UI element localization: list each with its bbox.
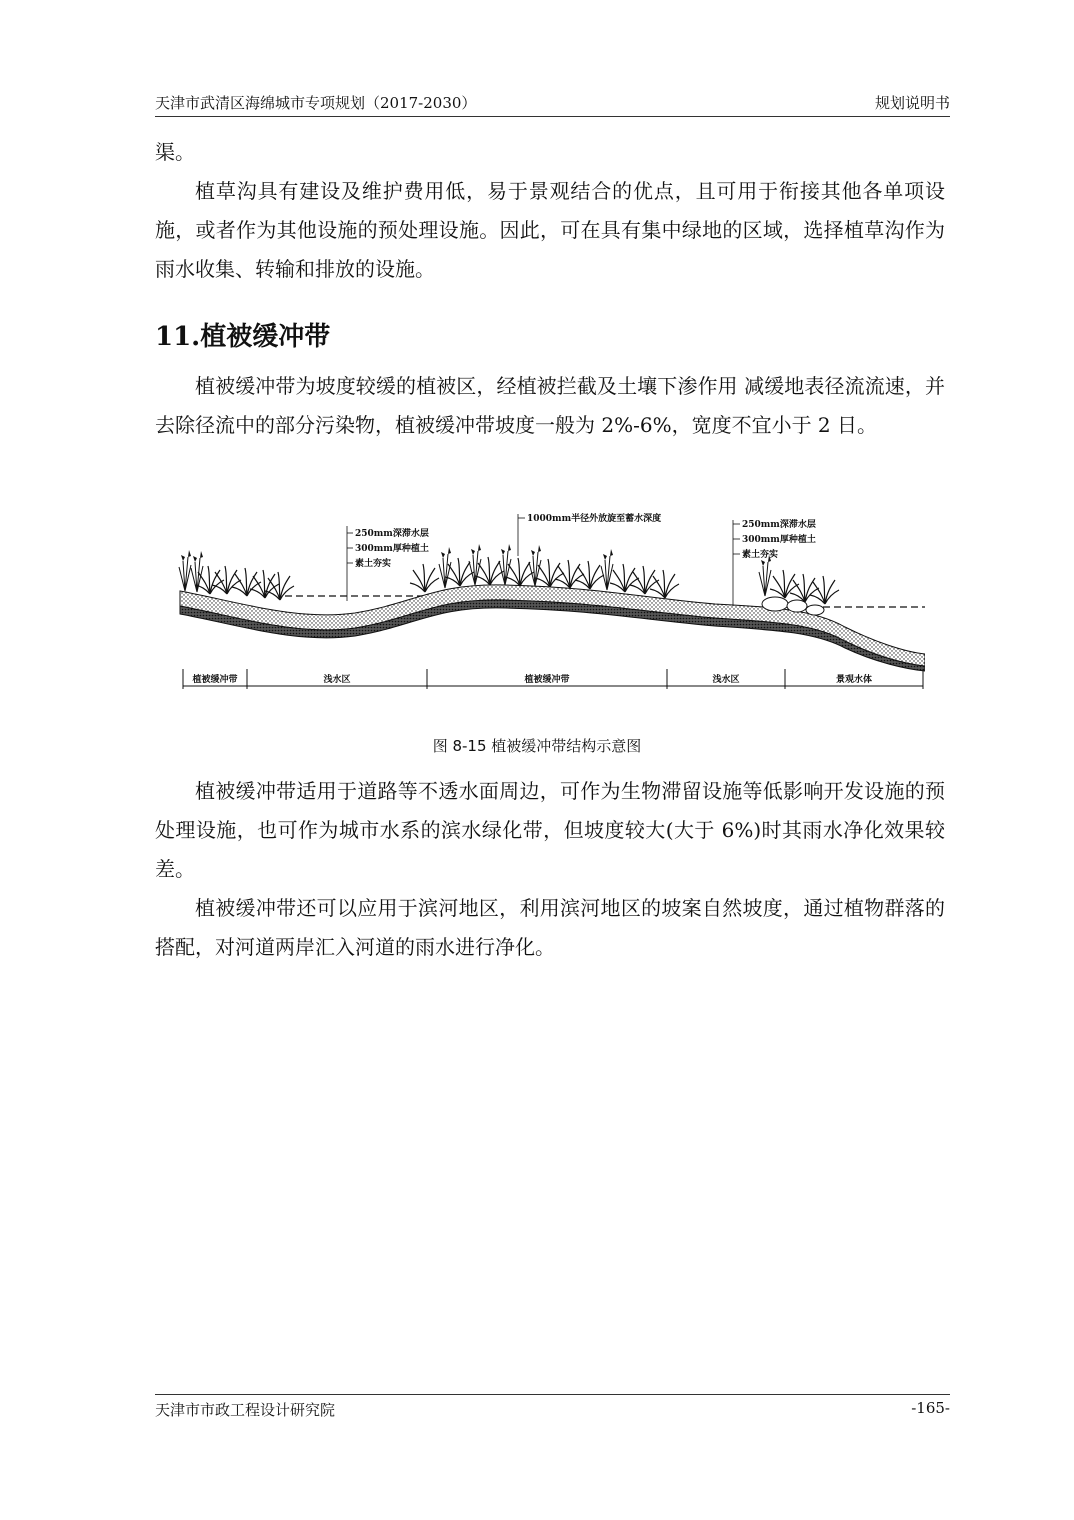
label-left-soil: 300mm厚种植土 (355, 544, 429, 554)
paragraph-grass-swale: 植草沟具有建设及维护费用低，易于景观结合的优点，且可用于衔接其他各单项设施，或者作为其他设施的预处理设施。因此，可在具有集中绿地的区域，选择植草沟作为雨水收集、转输和排放的设施。 (155, 179, 945, 281)
paragraph-riverside: 植被缓冲带还可以应用于滨河地区，利用滨河地区的坡案自然坡度，通过植物群落的搭配，对河道两岸汇入河道的雨水进行净化。 (155, 896, 945, 959)
label-right-ponding: 250mm深滞水层 (742, 520, 816, 530)
figure-caption: 图 8-15 植被缓冲带结构示意图 (432, 737, 642, 755)
zone-shallow-left: 浅水区 (323, 675, 351, 685)
plants-right (759, 555, 839, 604)
label-left-ponding: 250mm深滞水层 (355, 529, 429, 539)
paragraph-application: 植被缓冲带适用于道路等不透水面周边，可作为生物滞留设施等低影响开发设施的预处理设施，也可作为城市水系的滨水绿化带，但坡度较大(大于 6%)时其雨水净化效果较差。 (155, 779, 945, 881)
header-document-title: 天津市武清区海绵城市专项规划（2017-2030） (155, 94, 477, 112)
body-top (155, 133, 945, 289)
plants-left (179, 550, 294, 600)
page-number: -165- (911, 1399, 950, 1417)
zone-buffer-left: 植被缓冲带 (192, 675, 238, 685)
body-bottom (155, 772, 945, 967)
label-right-compacted: 素土夯实 (742, 550, 779, 560)
paragraph-intro: 植被缓冲带为坡度较缓的植被区，经植被拦截及土壤下渗作用 减缓地表径流流速，并去除径流中的部分污染物，植被缓冲带坡度一般为 2%-6%，宽度不宜小于 2 日。 (155, 374, 945, 437)
footer-organization: 天津市市政工程设计研究院 (155, 1401, 336, 1419)
section-title: 11.植被缓冲带 (155, 322, 331, 352)
paragraph-continuation: 渠。 (155, 140, 195, 164)
label-right-soil: 300mm厚种植土 (742, 535, 816, 545)
zone-buffer-middle: 植被缓冲带 (524, 675, 570, 685)
page-header (155, 90, 950, 117)
header-section-name: 规划说明书 (874, 94, 950, 112)
zone-shallow-right: 浅水区 (712, 675, 740, 685)
body-intro (155, 367, 945, 445)
planting-soil-layer (180, 585, 925, 666)
page-footer (155, 1394, 950, 1425)
buffer-strip-diagram (175, 506, 925, 696)
label-top-radius: 1000mm半径外放旋至蓄水深度 (527, 514, 662, 524)
zone-landscape-water: 景观水体 (835, 675, 873, 685)
label-left-compacted: 素土夯实 (355, 559, 392, 569)
